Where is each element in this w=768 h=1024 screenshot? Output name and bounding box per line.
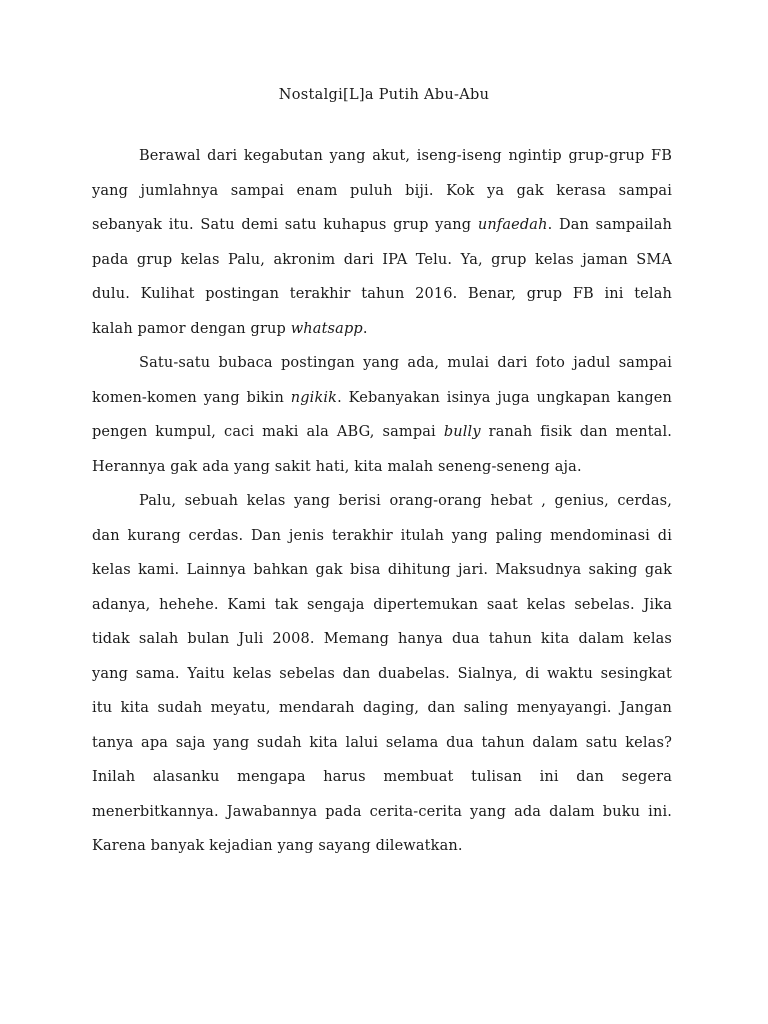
document-body (92, 148, 672, 873)
paragraph-3-line-9: Inilah alasanku mengapa harus membuat tulisan ini dan segera (92, 769, 672, 785)
paragraph-3-line-4: adanya, hehehe. Kami tak sengaja dipertemukan saat kelas sebelas. Jika (92, 596, 672, 613)
paragraph-3-line-3: kelas kami. Lainnya bahkan gak bisa dihitung jari. Maksudnya saking gak (92, 562, 672, 578)
paragraph-1-line-6: kalah pamor dengan grup whatsapp. (92, 320, 368, 337)
document-title: Nostalgi[L]a Putih Abu-Abu (278, 87, 490, 103)
paragraph-3-line-8: tanya apa saja yang sudah kita lalui selama dua tahun dalam satu kelas? (92, 734, 672, 751)
paragraph-3-line-1: Palu, sebuah kelas yang berisi orang-orang hebat , genius, cerdas, (139, 493, 672, 509)
paragraph-3-line-10: menerbitkannya. Jawabannya pada cerita-cerita yang ada dalam buku ini. (92, 803, 672, 820)
paragraph-3-line-6: yang sama. Yaitu kelas sebelas dan duabelas. Sialnya, di waktu sesingkat (92, 665, 672, 682)
paragraph-2-line-1: Satu-satu bubaca postingan yang ada, mulai dari foto jadul sampai (139, 355, 672, 371)
italic-term: ngikik (290, 389, 338, 406)
paragraph-2-line-3: pengen kumpul, caci maki ala ABG, sampai bully ranah fisik dan mental. (92, 424, 672, 440)
paragraph-1-line-3: sebanyak itu. Satu demi satu kuhapus grup yang unfaedah. Dan sampailah (92, 217, 673, 233)
paragraph-3-line-2: dan kurang cerdas. Dan jenis terakhir itulah yang paling mendominasi di (92, 527, 672, 544)
paragraph-1-line-1: Berawal dari kegabutan yang akut, iseng-iseng ngintip grup-grup FB (139, 148, 672, 164)
paragraph-1-line-4: pada grup kelas Palu, akronim dari IPA Telu. Ya, grup kelas jaman SMA (92, 251, 672, 268)
paragraph-2-line-4: Herannya gak ada yang sakit hati, kita malah seneng-seneng aja. (92, 458, 582, 475)
paragraph-2-line-2: komen-komen yang bikin ngikik. Kebanyakan isinya juga ungkapan kangen (92, 389, 672, 406)
paragraph-3-line-11: Karena banyak kejadian yang sayang dilewatkan. (92, 838, 463, 854)
paragraph-3-line-7: itu kita sudah meyatu, mendarah daging, dan saling menyayangi. Jangan (92, 700, 672, 716)
paragraph-1-line-5: dulu. Kulihat postingan terakhir tahun 2016. Benar, grup FB ini telah (92, 286, 672, 302)
paragraph-3-line-5: tidak salah bulan Juli 2008. Memang hanya dua tahun kita dalam kelas (92, 631, 672, 647)
italic-term: whatsapp (290, 320, 363, 337)
italic-term: bully (443, 424, 481, 440)
italic-term: unfaedah (477, 217, 548, 233)
paragraph-1-line-2: yang jumlahnya sampai enam puluh biji. Kok ya gak kerasa sampai (92, 182, 672, 199)
